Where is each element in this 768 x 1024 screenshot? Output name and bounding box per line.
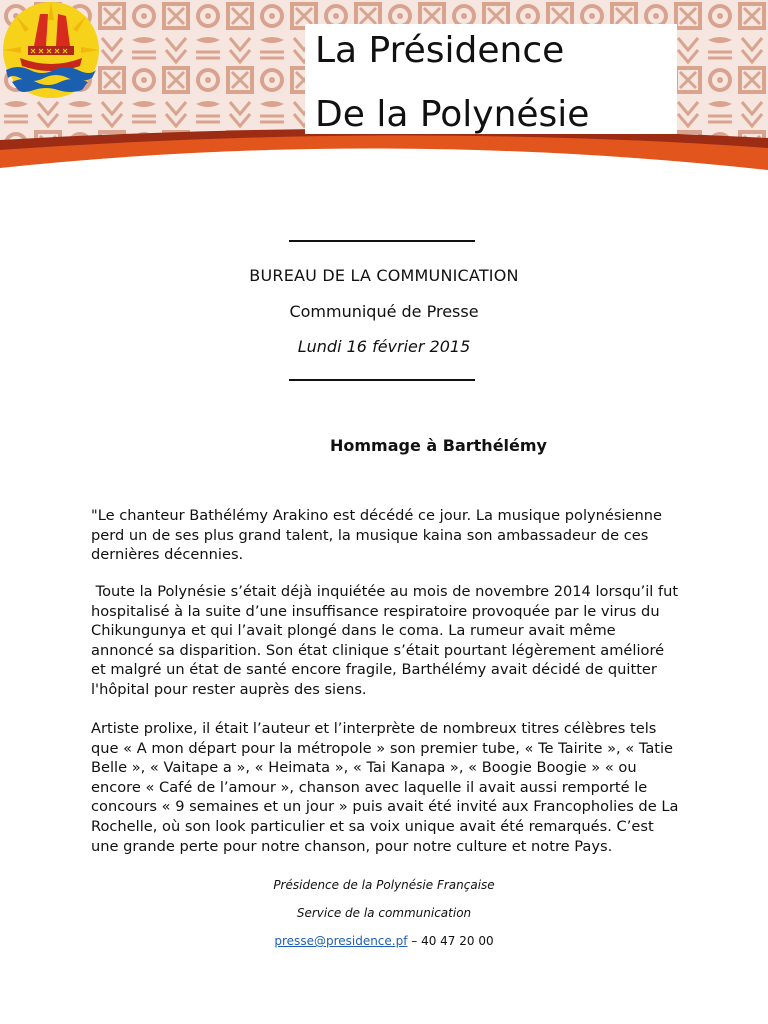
footer-service: Service de la communication xyxy=(296,906,472,920)
footer-organization: Présidence de la Polynésie Française xyxy=(273,878,495,892)
bureau-heading: BUREAU DE LA COMMUNICATION xyxy=(249,266,519,285)
headline: Hommage à Barthélémy xyxy=(330,436,547,455)
body-paragraph-2: Toute la Polynésie s’était déjà inquiétée au mois de novembre 2014 lorsqu’il fut hospitalisé à la suite d’une insuffisance respiratoire provoquée par le virus du Chikungunya et qui l’avait plongé dans le coma. La rumeur avait même annoncé sa disparition. Son état clinique s’était pourtant légèrement amélioré et malgré un état de santé encore fragile, Barthélémy avait décidé de quitter l'hôpital pour rester auprès des siens. xyxy=(91,583,683,698)
bottom-rule xyxy=(289,379,475,381)
body-paragraph-3: Artiste prolixe, il était l’auteur et l’interprète de nombreux titres célèbres tels que « A mon départ pour la métropole » son premier tube, « Te Tairite », « Tatie Belle », « Vaitape a », « Heimata », « Tai Kanapa », « Boogie Boogie » « ou encore « Café de l’amour », chanson avec laquelle il avait aussi remporté le concours « 9 semaines et un jour » puis avait été invité aux Francopholies de La Rochelle, où son look particulier et sa voix unique avait été remarqués. C’est une grande perte pour notre chanson, pour notre culture et notre Pays. xyxy=(91,720,679,855)
header-banner xyxy=(0,0,768,210)
body-paragraph-1: "Le chanteur Bathélémy Arakino est décédé ce jour. La musique polynésienne perd un de ses plus grand talent, la musique kaina son ambassadeur de ces dernières décennies. xyxy=(91,507,663,564)
polynesia-emblem-icon xyxy=(0,0,102,100)
title-line-1: La Présidence xyxy=(315,30,565,71)
top-rule xyxy=(289,240,475,242)
phone-number: – 40 47 20 00 xyxy=(407,934,494,948)
press-release-date: Lundi 16 février 2015 xyxy=(297,337,471,356)
footer-contact xyxy=(0,934,768,948)
title-line-2: De la Polynésie xyxy=(315,94,590,134)
title-box xyxy=(305,24,677,134)
press-release-type: Communiqué de Presse xyxy=(289,302,479,321)
email-link[interactable]: presse@presidence.pf xyxy=(274,934,408,948)
